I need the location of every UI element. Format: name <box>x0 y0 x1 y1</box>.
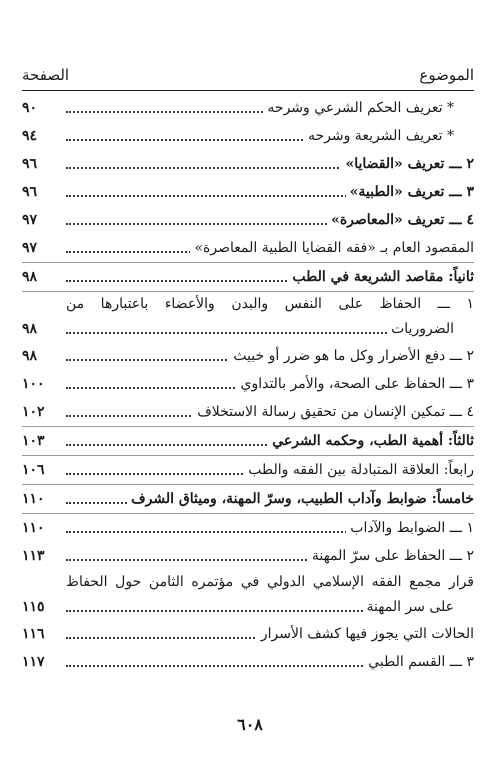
toc-section-entry <box>22 484 474 513</box>
toc-entry-title: على سر المهنة <box>363 594 474 620</box>
toc-entry-page: ١١٧ <box>22 654 45 670</box>
toc-entry <box>22 620 474 648</box>
toc-entry-page: ١٠٦ <box>22 462 45 478</box>
toc-entry <box>22 150 474 178</box>
toc-entry-page: ١٠٣ <box>22 433 45 449</box>
toc-entry-page: ٩٤ <box>22 128 38 144</box>
toc-entry-title: ٢ ـــ الحفاظ على سرّ المهنة <box>308 542 474 570</box>
toc-entry-title: ٢ ـــ تعريف «القضايا» <box>341 150 474 178</box>
toc-entry-page: ١٠٢ <box>22 404 45 420</box>
toc-entry <box>22 648 474 676</box>
toc-entry <box>22 370 474 398</box>
toc-entry <box>22 513 474 542</box>
toc-entry <box>22 206 474 234</box>
toc-entry-page: ٩٨ <box>22 269 38 285</box>
toc-entry-title: ثانياً: مقاصد الشريعة في الطب <box>288 263 474 291</box>
toc-entry <box>22 122 474 150</box>
toc-section-entry <box>22 262 474 291</box>
toc-entry-page: ٩٦ <box>22 156 38 172</box>
header-rule <box>22 90 474 91</box>
toc-entry <box>22 291 474 342</box>
toc-entry-page: ١١٣ <box>22 548 45 564</box>
toc-entry-title: رابعاً: العلاقة المتبادلة بين الفقه والطب <box>244 456 474 484</box>
toc-section-entry <box>22 426 474 455</box>
toc-entry <box>22 94 474 122</box>
toc-entry-page: ١١٠ <box>22 520 45 536</box>
toc-entry-title: الحالات التي يجوز فيها كشف الأسرار <box>257 620 474 648</box>
toc-section-entry <box>22 455 474 484</box>
toc-entry-page: ٩٧ <box>22 240 38 256</box>
toc-entry-title-line1: قرار مجمع الفقه الإسلامي الدولي في مؤتمره الثامن حول الحفاظ <box>66 574 474 590</box>
toc-entry-page: ٩٠ <box>22 100 38 116</box>
toc-entry-title: ٣ ـــ تعريف «الطبية» <box>346 178 474 206</box>
toc-entry-title: المقصود العام بـ «فقه القضايا الطبية المعاصرة» <box>190 234 474 262</box>
toc-entry-title: ٢ ـــ دفع الأضرار وكل ما هو ضرر أو خبيث <box>229 342 474 370</box>
toc-entry <box>22 570 474 620</box>
toc-entry-page: ١١٠ <box>22 491 45 507</box>
toc-entry-page: ٩٧ <box>22 212 38 228</box>
toc-entry <box>22 234 474 262</box>
toc-entry <box>22 542 474 570</box>
table-of-contents <box>22 94 474 676</box>
toc-entry <box>22 178 474 206</box>
toc-entry-page: ٩٦ <box>22 184 38 200</box>
page-column-label: الصفحة <box>22 66 70 84</box>
toc-entry-title: ٣ ـــ الحفاظ على الصحة، والأمر بالتداوي <box>236 370 474 398</box>
toc-entry <box>22 398 474 426</box>
toc-entry-title: ٤ ـــ تعريف «المعاصرة» <box>327 206 474 234</box>
toc-entry-title: * تعريف الشريعة وشرحه <box>304 122 474 150</box>
toc-entry-page: ١١٥ <box>22 599 45 615</box>
toc-entry-title: ٤ ـــ تمكين الإنسان من تحقيق رسالة الاستخلاف <box>193 398 474 426</box>
toc-entry-page: ١٠٠ <box>22 376 45 392</box>
toc-entry-page: ٩٨ <box>22 321 38 337</box>
topic-column-label: الموضوع <box>419 66 474 84</box>
toc-entry-title: خامساً: ضوابط وآداب الطبيب، وسرّ المهنة، وميثاق الشرف <box>127 485 474 513</box>
toc-entry-title: الضروريات <box>387 316 474 342</box>
toc-entry-title: * تعريف الحكم الشرعي وشرحه <box>263 94 474 122</box>
toc-entry-title: ثالثاً: أهمية الطب، وحكمه الشرعي <box>268 427 474 455</box>
toc-entry-page: ٩٨ <box>22 348 38 364</box>
toc-entry <box>22 342 474 370</box>
toc-entry-page: ١١٦ <box>22 626 45 642</box>
toc-header <box>22 60 474 84</box>
toc-entry-title: ١ ـــ الضوابط والآداب <box>346 514 474 542</box>
toc-entry-title: ٣ ـــ القسم الطبي <box>364 648 474 676</box>
page-number: ٦٠٨ <box>237 715 263 734</box>
toc-entry-title-line1: ١ ـــ الحفاظ على النفس والبدن والأعضاء باعتبارها من <box>66 296 474 312</box>
